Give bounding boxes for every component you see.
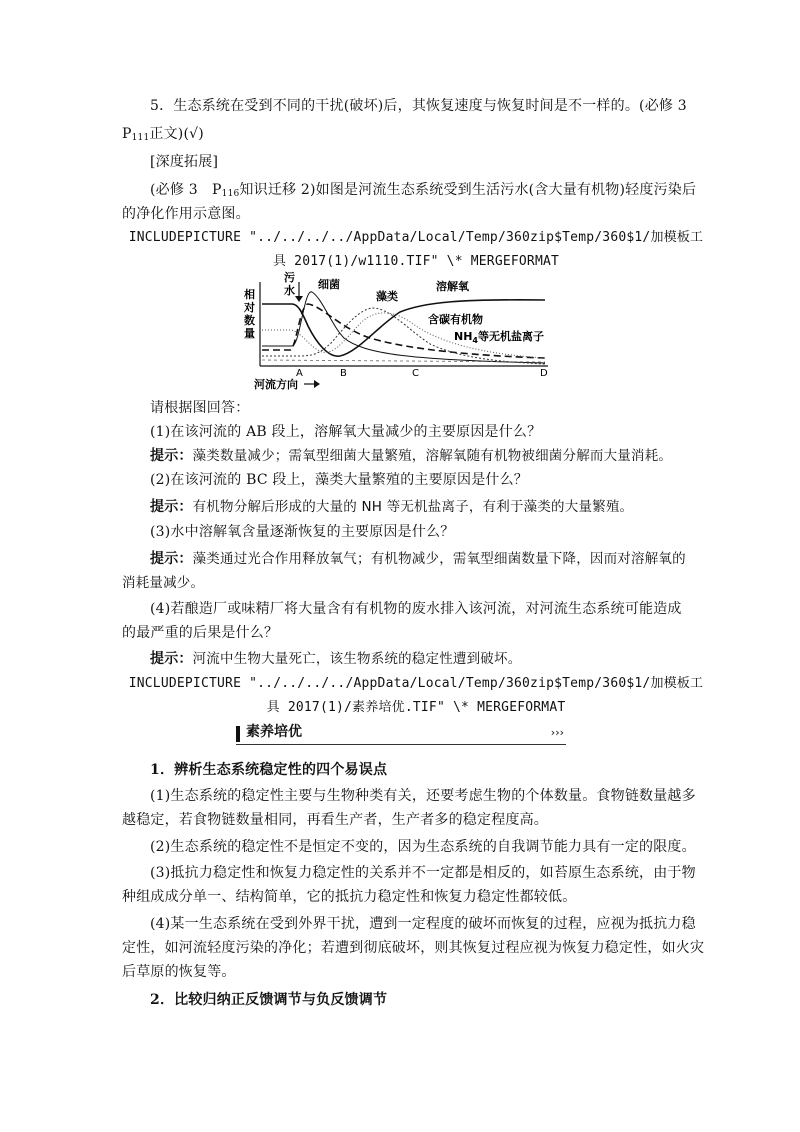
section-marker xyxy=(236,726,240,742)
question-4-line1: (4)若酿造厂或味精厂将大量含有有机物的废水排入该河流，对河流生态系统可能造成 xyxy=(150,601,682,617)
point2-title: 2．比较归纳正反馈调节与负反馈调节 xyxy=(150,992,388,1008)
sewage-label-1: 污 xyxy=(284,271,295,284)
label-organic-matter: 含碳有机物 xyxy=(428,313,483,326)
hint-3-line2: 消耗量减少。 xyxy=(122,575,205,591)
ylabel-char-1: 相 xyxy=(244,288,255,301)
item5-line1: 5．生态系统在受到不同的干扰(破坏)后，其恢复速度与恢复时间是不一样的。(必修 3 xyxy=(150,98,687,114)
hint-4: 提示：河流中生物大量死亡，该生物系统的稳定性遭到破坏。 xyxy=(150,651,522,667)
label-algae: 藻类 xyxy=(376,290,398,303)
point-a: A xyxy=(296,368,303,379)
point1-p4-line3: 后草原的恢复等。 xyxy=(122,964,236,980)
include-field-2-line2: 具 2017(1)/素养培优.TIF" \* MERGEFORMAT xyxy=(266,700,566,715)
river-direction-label: 河流方向 xyxy=(254,378,298,391)
section-banner xyxy=(236,724,566,745)
point1-p3-line1: (3)抵抗力稳定性和恢复力稳定性的关系并不一定都是相反的，如苔原生态系统，由于物 xyxy=(150,865,696,881)
label-dissolved-oxygen: 溶解氧 xyxy=(436,280,469,293)
point-c: C xyxy=(412,368,419,379)
river-direction-arrowhead xyxy=(314,380,320,388)
deep-heading: [深度拓展] xyxy=(150,154,219,170)
label-ammonium: $NH_4$等无机盐离子 xyxy=(454,330,544,345)
include-field-2-line1: INCLUDEPICTURE "../../../../AppData/Local/Temp/360zip$Temp/360$1/加模板工 xyxy=(128,676,704,691)
point-d: D xyxy=(540,368,548,379)
point1-p2: (2)生态系统的稳定性不是恒定不变的，因为生态系统的自我调节能力具有一定的限度。 xyxy=(150,839,696,855)
point1-p4-line1: (4)某一生态系统在受到外界干扰，遭到一定程度的破坏而恢复的过程，应视为抵抗力稳 xyxy=(150,916,696,932)
ylabel-char-4: 量 xyxy=(244,327,255,340)
sewage-arrowhead xyxy=(295,296,303,302)
section-arrows-icon: ››› xyxy=(550,726,564,739)
deep-intro-line1: (必修 3 $P_{116}$知识迁移 2)如图是河流生态系统受到生活污水(含大量有机物)轻度污染后 xyxy=(150,182,697,199)
point-b: B xyxy=(340,368,347,379)
section-title: 素养培优 xyxy=(246,724,302,740)
sewage-label-2: 水 xyxy=(284,284,295,297)
question-2: (2)在该河流的 BC 段上，藻类大量繁殖的主要原因是什么？ xyxy=(150,472,528,488)
baseline-dashed xyxy=(262,360,545,362)
curve-bacteria xyxy=(262,292,545,363)
ylabel-char-2: 对 xyxy=(244,301,255,314)
hint-3-line1: 提示：藻类通过光合作用释放氧气；有机物减少，需氧型细菌数量下降，因而对溶解氧的 xyxy=(150,551,686,567)
point1-p4-line2: 定性，如河流轻度污染的净化；若遭到彻底破坏，则其恢复过程应视为恢复力稳定性，如火灾 xyxy=(122,940,705,956)
point1-p3-line2: 种组成成分单一、结构简单，它的抵抗力稳定性和恢复力稳定性都较低。 xyxy=(122,889,577,905)
ylabel-char-3: 数 xyxy=(244,314,255,327)
answer-prompt: 请根据图回答： xyxy=(150,400,250,416)
include-field-1-line2: 具 2017(1)/w1110.TIF" \* MERGEFORMAT xyxy=(272,254,560,269)
point1-p1-line1: (1)生态系统的稳定性主要与生物种类有关，还要考虑生物的个体数量。食物链数量越多 xyxy=(150,788,696,804)
item5-line2: $P_{111}$正文)(√) xyxy=(122,126,204,143)
hint-1: 提示：藻类数量减少；需氧型细菌大量繁殖，溶解氧随有机物被细菌分解而大量消耗。 xyxy=(150,448,673,464)
hint-2: 提示：有机物分解后形成的大量的 NH 等无机盐离子，有利于藻类的大量繁殖。 xyxy=(150,499,634,515)
label-bacteria: 细菌 xyxy=(318,278,340,291)
point1-title: 1．辨析生态系统稳定性的四个易误点 xyxy=(150,762,388,778)
question-4-line2: 的最严重的后果是什么？ xyxy=(122,625,279,641)
pollution-purification-figure xyxy=(240,268,560,392)
question-3: (3)水中溶解氧含量逐渐恢复的主要原因是什么？ xyxy=(150,524,455,540)
include-field-1-line1: INCLUDEPICTURE "../../../../AppData/Local/Temp/360zip$Temp/360$1/加模板工 xyxy=(128,230,704,245)
deep-intro-line2: 的净化作用示意图。 xyxy=(122,206,250,222)
point1-p1-line2: 越稳定，若食物链数量相同，再看生产者，生产者多的稳定程度高。 xyxy=(122,812,548,828)
question-1: (1)在该河流的 AB 段上，溶解氧大量减少的主要原因是什么？ xyxy=(150,424,542,440)
